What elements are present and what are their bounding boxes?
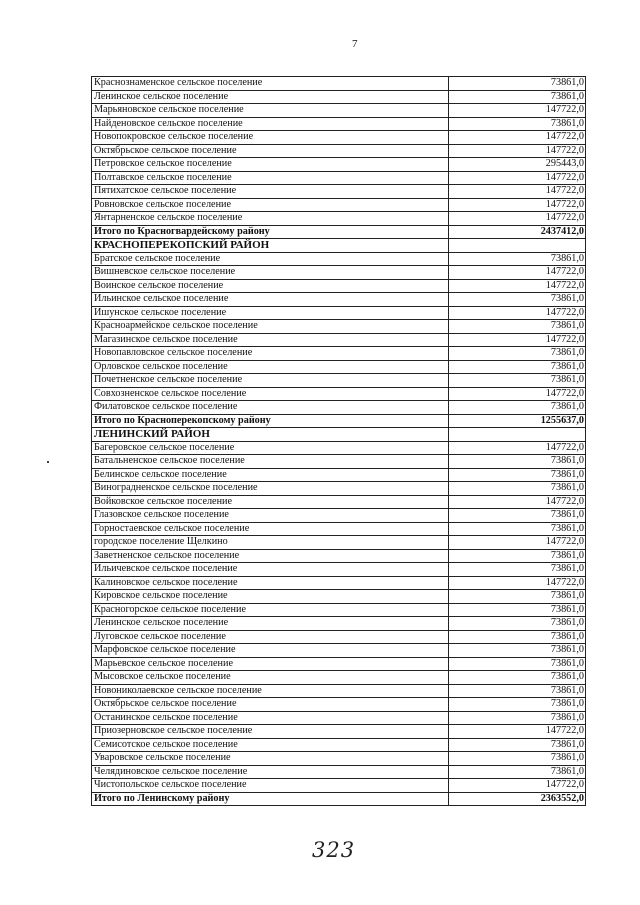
table-row: [92, 617, 586, 631]
table-row: [92, 293, 586, 307]
settlement-name: Калиновское сельское поселение: [92, 576, 449, 590]
table-row: [92, 198, 586, 212]
scan-speck: [47, 461, 49, 463]
table-row: [92, 320, 586, 334]
amount-cell: 73861,0: [449, 698, 586, 712]
settlement-name: Новопавловское сельское поселение: [92, 347, 449, 361]
settlement-name: Краснознаменское сельское поселение: [92, 77, 449, 91]
district-heading-row: [92, 428, 586, 442]
settlement-name: Войковское сельское поселение: [92, 495, 449, 509]
settlement-name: Янтарненское сельское поселение: [92, 212, 449, 226]
allocation-table: [91, 76, 586, 806]
table-row: [92, 171, 586, 185]
amount-cell: 73861,0: [449, 738, 586, 752]
settlement-name: Октябрьское сельское поселение: [92, 698, 449, 712]
total-amount: 2363552,0: [449, 792, 586, 806]
table-row: [92, 603, 586, 617]
amount-cell: 73861,0: [449, 630, 586, 644]
amount-cell: 147722,0: [449, 387, 586, 401]
total-amount: 2437412,0: [449, 225, 586, 239]
table-row: [92, 549, 586, 563]
table-row: [92, 306, 586, 320]
amount-cell: 73861,0: [449, 90, 586, 104]
settlement-name: Глазовское сельское поселение: [92, 509, 449, 523]
total-amount: 1255637,0: [449, 414, 586, 428]
table-row: [92, 765, 586, 779]
table-row: [92, 482, 586, 496]
table-row: [92, 779, 586, 793]
settlement-name: Почетненское сельское поселение: [92, 374, 449, 388]
settlement-name: Ленинское сельское поселение: [92, 90, 449, 104]
table-row: [92, 158, 586, 172]
table-row: [92, 536, 586, 550]
settlement-name: Останинское сельское поселение: [92, 711, 449, 725]
total-label: Итого по Красноперекопскому району: [92, 414, 449, 428]
table-row: [92, 144, 586, 158]
settlement-name: городское поселение Щелкино: [92, 536, 449, 550]
amount-cell: 147722,0: [449, 333, 586, 347]
settlement-name: Петровское сельское поселение: [92, 158, 449, 172]
table-row: [92, 441, 586, 455]
table-row: [92, 104, 586, 118]
amount-cell: 73861,0: [449, 117, 586, 131]
table-row: [92, 347, 586, 361]
settlement-name: Луговское сельское поселение: [92, 630, 449, 644]
amount-cell: 73861,0: [449, 617, 586, 631]
settlement-name: Воинское сельское поселение: [92, 279, 449, 293]
amount-cell: 73861,0: [449, 509, 586, 523]
amount-cell: 73861,0: [449, 644, 586, 658]
total-label: Итого по Красногвардейскому району: [92, 225, 449, 239]
table-row: [92, 212, 586, 226]
total-row: [92, 414, 586, 428]
table-row: [92, 131, 586, 145]
amount-cell: 147722,0: [449, 725, 586, 739]
table-row: [92, 455, 586, 469]
table-row: [92, 684, 586, 698]
settlement-name: Совхозненское сельское поселение: [92, 387, 449, 401]
amount-cell: 73861,0: [449, 671, 586, 685]
amount-cell: 147722,0: [449, 104, 586, 118]
district-heading: ЛЕНИНСКИЙ РАЙОН: [92, 428, 449, 442]
amount-cell: 73861,0: [449, 401, 586, 415]
settlement-name: Пятихатское сельское поселение: [92, 185, 449, 199]
amount-cell: [449, 428, 586, 442]
settlement-name: Вишневское сельское поселение: [92, 266, 449, 280]
table-row: [92, 698, 586, 712]
settlement-name: Ильинское сельское поселение: [92, 293, 449, 307]
table-row: [92, 509, 586, 523]
amount-cell: 73861,0: [449, 374, 586, 388]
settlement-name: Виноградненское сельское поселение: [92, 482, 449, 496]
amount-cell: 73861,0: [449, 455, 586, 469]
amount-cell: 147722,0: [449, 279, 586, 293]
settlement-name: Батальненское сельское поселение: [92, 455, 449, 469]
table-row: [92, 738, 586, 752]
table-row: [92, 374, 586, 388]
amount-cell: 73861,0: [449, 482, 586, 496]
settlement-name: Приозерновское сельское поселение: [92, 725, 449, 739]
table-row: [92, 468, 586, 482]
amount-cell: 73861,0: [449, 684, 586, 698]
settlement-name: Ишунское сельское поселение: [92, 306, 449, 320]
settlement-name: Марфовское сельское поселение: [92, 644, 449, 658]
table-row: [92, 333, 586, 347]
total-row: [92, 225, 586, 239]
table-row: [92, 563, 586, 577]
settlement-name: Братское сельское поселение: [92, 252, 449, 266]
table-row: [92, 522, 586, 536]
settlement-name: Ильичевское сельское поселение: [92, 563, 449, 577]
amount-cell: 295443,0: [449, 158, 586, 172]
table-row: [92, 77, 586, 91]
amount-cell: 73861,0: [449, 711, 586, 725]
total-row: [92, 792, 586, 806]
settlement-name: Челядиновское сельское поселение: [92, 765, 449, 779]
amount-cell: 147722,0: [449, 576, 586, 590]
amount-cell: 147722,0: [449, 185, 586, 199]
settlement-name: Уваровское сельское поселение: [92, 752, 449, 766]
amount-cell: 147722,0: [449, 266, 586, 280]
settlement-name: Мысовское сельское поселение: [92, 671, 449, 685]
table-row: [92, 185, 586, 199]
amount-cell: 73861,0: [449, 360, 586, 374]
table-row: [92, 117, 586, 131]
settlement-name: Новониколаевское сельское поселение: [92, 684, 449, 698]
page-number: 7: [352, 38, 358, 50]
amount-cell: 147722,0: [449, 495, 586, 509]
handwritten-page-mark: 323: [312, 838, 356, 862]
total-label: Итого по Ленинскому району: [92, 792, 449, 806]
table-row: [92, 387, 586, 401]
amount-cell: 147722,0: [449, 441, 586, 455]
table-row: [92, 266, 586, 280]
amount-cell: 73861,0: [449, 549, 586, 563]
settlement-name: Красногорское сельское поселение: [92, 603, 449, 617]
table-row: [92, 644, 586, 658]
amount-cell: 73861,0: [449, 77, 586, 91]
settlement-name: Новопокровское сельское поселение: [92, 131, 449, 145]
table-row: [92, 360, 586, 374]
settlement-name: Ленинское сельское поселение: [92, 617, 449, 631]
table-row: [92, 252, 586, 266]
table-row: [92, 711, 586, 725]
amount-cell: 73861,0: [449, 765, 586, 779]
amount-cell: 147722,0: [449, 212, 586, 226]
settlement-name: Марьяновское сельское поселение: [92, 104, 449, 118]
settlement-name: Ровновское сельское поселение: [92, 198, 449, 212]
settlement-name: Полтавское сельское поселение: [92, 171, 449, 185]
table-row: [92, 630, 586, 644]
table-row: [92, 590, 586, 604]
amount-cell: 147722,0: [449, 779, 586, 793]
amount-cell: 73861,0: [449, 293, 586, 307]
settlement-name: Октябрьское сельское поселение: [92, 144, 449, 158]
settlement-name: Орловское сельское поселение: [92, 360, 449, 374]
amount-cell: 147722,0: [449, 306, 586, 320]
amount-cell: 73861,0: [449, 522, 586, 536]
amount-cell: [449, 239, 586, 253]
settlement-name: Белинское сельское поселение: [92, 468, 449, 482]
settlement-name: Красноармейское сельское поселение: [92, 320, 449, 334]
amount-cell: 73861,0: [449, 752, 586, 766]
settlement-name: Заветненское сельское поселение: [92, 549, 449, 563]
amount-cell: 73861,0: [449, 563, 586, 577]
table-row: [92, 657, 586, 671]
amount-cell: 73861,0: [449, 320, 586, 334]
settlement-name: Горностаевское сельское поселение: [92, 522, 449, 536]
table-row: [92, 401, 586, 415]
settlement-name: Кировское сельское поселение: [92, 590, 449, 604]
settlement-name: Марьевское сельское поселение: [92, 657, 449, 671]
settlement-name: Найденовское сельское поселение: [92, 117, 449, 131]
amount-cell: 73861,0: [449, 252, 586, 266]
amount-cell: 73861,0: [449, 347, 586, 361]
table-row: [92, 725, 586, 739]
table-row: [92, 90, 586, 104]
settlement-name: Чистопольское сельское поселение: [92, 779, 449, 793]
district-heading-row: [92, 239, 586, 253]
table-row: [92, 752, 586, 766]
amount-cell: 73861,0: [449, 657, 586, 671]
settlement-name: Магазинское сельское поселение: [92, 333, 449, 347]
district-heading: КРАСНОПЕРЕКОПСКИЙ РАЙОН: [92, 239, 449, 253]
table-row: [92, 671, 586, 685]
table-body: [92, 77, 586, 806]
table-row: [92, 495, 586, 509]
amount-cell: 73861,0: [449, 603, 586, 617]
amount-cell: 73861,0: [449, 590, 586, 604]
settlement-name: Семисотское сельское поселение: [92, 738, 449, 752]
amount-cell: 147722,0: [449, 198, 586, 212]
amount-cell: 147722,0: [449, 536, 586, 550]
settlement-name: Багеровское сельское поселение: [92, 441, 449, 455]
amount-cell: 147722,0: [449, 171, 586, 185]
amount-cell: 147722,0: [449, 144, 586, 158]
settlement-name: Филатовское сельское поселение: [92, 401, 449, 415]
amount-cell: 147722,0: [449, 131, 586, 145]
table-row: [92, 279, 586, 293]
table-row: [92, 576, 586, 590]
amount-cell: 73861,0: [449, 468, 586, 482]
